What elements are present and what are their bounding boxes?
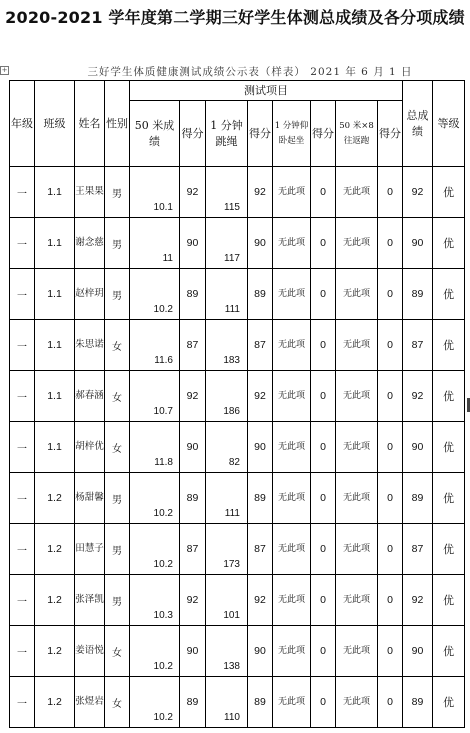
cell-score-3: 0: [311, 575, 336, 626]
cell-score-1: 92: [180, 575, 206, 626]
cell-situp: 无此项: [273, 575, 311, 626]
cell-name: 王果果: [75, 167, 105, 218]
cell-grade: 一: [10, 524, 35, 575]
cell-score-2: 92: [248, 167, 273, 218]
cell-class: 1.1: [35, 218, 75, 269]
cell-gender: 女: [105, 677, 130, 728]
cell-score-1: 92: [180, 167, 206, 218]
cell-class: 1.2: [35, 575, 75, 626]
cell-class: 1.2: [35, 524, 75, 575]
table-row: [10, 320, 465, 371]
cell-rope: 111: [206, 473, 248, 524]
cell-score-3: 0: [311, 269, 336, 320]
cell-grade: 一: [10, 473, 35, 524]
cell-gender: 男: [105, 575, 130, 626]
table-row: [10, 575, 465, 626]
cell-shuttle: 无此项: [336, 167, 378, 218]
cell-score-1: 92: [180, 371, 206, 422]
cell-run50: 10.2: [130, 524, 180, 575]
cell-score-3: 0: [311, 473, 336, 524]
cell-score-2: 90: [248, 422, 273, 473]
cell-score-4: 0: [378, 524, 403, 575]
cell-total: 90: [403, 218, 433, 269]
cell-situp: 无此项: [273, 167, 311, 218]
cell-level: 优: [433, 167, 465, 218]
header-score-1: 得分: [180, 101, 206, 167]
cell-situp: 无此项: [273, 422, 311, 473]
cell-score-1: 87: [180, 320, 206, 371]
header-level: 等级: [433, 81, 465, 167]
cell-class: 1.2: [35, 626, 75, 677]
cell-grade: 一: [10, 218, 35, 269]
cell-rope: 183: [206, 320, 248, 371]
cell-name: 田慧子: [75, 524, 105, 575]
cell-run50: 10.1: [130, 167, 180, 218]
cell-score-3: 0: [311, 371, 336, 422]
header-score-4: 得分: [378, 101, 403, 167]
cell-total: 92: [403, 167, 433, 218]
cell-score-2: 87: [248, 320, 273, 371]
cell-score-3: 0: [311, 422, 336, 473]
page-title: 2020-2021 学年度第二学期三好学生体测总成绩及各分项成绩: [5, 8, 465, 27]
cell-class: 1.1: [35, 422, 75, 473]
cell-situp: 无此项: [273, 218, 311, 269]
cell-class: 1.2: [35, 473, 75, 524]
header-rope: 1 分钟跳绳: [206, 101, 248, 167]
header-name: 姓名: [75, 81, 105, 167]
table-row: [10, 269, 465, 320]
cell-gender: 女: [105, 422, 130, 473]
cell-class: 1.1: [35, 167, 75, 218]
cell-shuttle: 无此项: [336, 473, 378, 524]
table-row: [10, 167, 465, 218]
score-table: [9, 80, 465, 728]
cell-total: 92: [403, 371, 433, 422]
cell-rope: 117: [206, 218, 248, 269]
cell-name: 张煜岩: [75, 677, 105, 728]
cell-class: 1.2: [35, 677, 75, 728]
cell-name: 姜语悦: [75, 626, 105, 677]
cell-run50: 11: [130, 218, 180, 269]
cell-level: 优: [433, 575, 465, 626]
cell-shuttle: 无此项: [336, 626, 378, 677]
cell-score-3: 0: [311, 524, 336, 575]
header-run50: 50 米成绩: [130, 101, 180, 167]
cell-score-4: 0: [378, 626, 403, 677]
cell-level: 优: [433, 218, 465, 269]
cell-total: 87: [403, 524, 433, 575]
cell-gender: 女: [105, 371, 130, 422]
cell-class: 1.1: [35, 371, 75, 422]
cell-gender: 男: [105, 524, 130, 575]
cell-gender: 男: [105, 269, 130, 320]
cell-run50: 10.2: [130, 269, 180, 320]
cell-score-1: 89: [180, 677, 206, 728]
cell-grade: 一: [10, 575, 35, 626]
cell-grade: 一: [10, 320, 35, 371]
table-row: [10, 371, 465, 422]
cell-score-4: 0: [378, 422, 403, 473]
cell-rope: 115: [206, 167, 248, 218]
cell-score-3: 0: [311, 626, 336, 677]
cell-situp: 无此项: [273, 320, 311, 371]
cell-rope: 186: [206, 371, 248, 422]
cell-total: 92: [403, 575, 433, 626]
cell-score-4: 0: [378, 320, 403, 371]
cell-level: 优: [433, 677, 465, 728]
cell-situp: 无此项: [273, 371, 311, 422]
cell-score-1: 90: [180, 422, 206, 473]
header-score-3: 得分: [311, 101, 336, 167]
cell-score-3: 0: [311, 167, 336, 218]
cell-level: 优: [433, 320, 465, 371]
cell-score-3: 0: [311, 218, 336, 269]
cell-score-4: 0: [378, 218, 403, 269]
cell-run50: 11.6: [130, 320, 180, 371]
cell-score-2: 89: [248, 269, 273, 320]
cell-shuttle: 无此项: [336, 422, 378, 473]
cell-gender: 男: [105, 218, 130, 269]
table-row: [10, 422, 465, 473]
cell-shuttle: 无此项: [336, 320, 378, 371]
table-row: [10, 218, 465, 269]
cell-score-2: 92: [248, 575, 273, 626]
header-class: 班级: [35, 81, 75, 167]
cell-gender: 女: [105, 626, 130, 677]
cell-score-4: 0: [378, 269, 403, 320]
header-situp: 1 分钟仰卧起坐: [273, 101, 311, 167]
cell-run50: 11.8: [130, 422, 180, 473]
cell-score-4: 0: [378, 473, 403, 524]
cell-score-2: 90: [248, 626, 273, 677]
cell-run50: 10.2: [130, 473, 180, 524]
cell-score-1: 90: [180, 626, 206, 677]
cell-level: 优: [433, 473, 465, 524]
header-grade-year: 年级: [10, 81, 35, 167]
cell-name: 朱思诺: [75, 320, 105, 371]
cell-situp: 无此项: [273, 269, 311, 320]
cell-gender: 男: [105, 473, 130, 524]
cell-situp: 无此项: [273, 473, 311, 524]
cell-score-2: 87: [248, 524, 273, 575]
cell-rope: 111: [206, 269, 248, 320]
cell-grade: 一: [10, 422, 35, 473]
cell-gender: 女: [105, 320, 130, 371]
cell-grade: 一: [10, 371, 35, 422]
cell-situp: 无此项: [273, 626, 311, 677]
cell-name: 赵梓玥: [75, 269, 105, 320]
header-score-2: 得分: [248, 101, 273, 167]
table-row: [10, 524, 465, 575]
cell-total: 90: [403, 626, 433, 677]
cell-situp: 无此项: [273, 677, 311, 728]
cell-rope: 82: [206, 422, 248, 473]
cell-grade: 一: [10, 626, 35, 677]
cell-score-2: 90: [248, 218, 273, 269]
cell-score-1: 89: [180, 269, 206, 320]
cell-level: 优: [433, 524, 465, 575]
cell-total: 90: [403, 422, 433, 473]
header-gender: 性别: [105, 81, 130, 167]
cell-run50: 10.2: [130, 677, 180, 728]
cell-rope: 173: [206, 524, 248, 575]
cell-level: 优: [433, 371, 465, 422]
cell-score-4: 0: [378, 371, 403, 422]
cell-class: 1.1: [35, 269, 75, 320]
cell-total: 87: [403, 320, 433, 371]
cell-class: 1.1: [35, 320, 75, 371]
cell-name: 谢念慈: [75, 218, 105, 269]
table-row: [10, 626, 465, 677]
cell-name: 胡梓优: [75, 422, 105, 473]
header-test-items: 测试项目: [130, 81, 403, 101]
table-row: [10, 473, 465, 524]
cell-score-2: 89: [248, 677, 273, 728]
cell-name: 郝春涵: [75, 371, 105, 422]
cell-score-3: 0: [311, 677, 336, 728]
cell-shuttle: 无此项: [336, 371, 378, 422]
cell-score-2: 92: [248, 371, 273, 422]
cell-level: 优: [433, 626, 465, 677]
cell-score-3: 0: [311, 320, 336, 371]
cell-rope: 110: [206, 677, 248, 728]
cell-score-4: 0: [378, 677, 403, 728]
move-handle-icon[interactable]: +: [1, 66, 8, 74]
cell-grade: 一: [10, 677, 35, 728]
cell-score-4: 0: [378, 575, 403, 626]
header-total: 总成绩: [403, 81, 433, 167]
cell-score-1: 90: [180, 218, 206, 269]
cell-total: 89: [403, 269, 433, 320]
table-subtitle: 三好学生体质健康测试成绩公示表（样表） 2021 年 6 月 1 日: [87, 66, 413, 78]
cell-rope: 138: [206, 626, 248, 677]
table-row: [10, 677, 465, 728]
cell-shuttle: 无此项: [336, 524, 378, 575]
cell-grade: 一: [10, 269, 35, 320]
cell-level: 优: [433, 269, 465, 320]
cell-shuttle: 无此项: [336, 218, 378, 269]
cell-run50: 10.3: [130, 575, 180, 626]
cell-shuttle: 无此项: [336, 677, 378, 728]
cell-total: 89: [403, 677, 433, 728]
cell-score-4: 0: [378, 167, 403, 218]
cell-rope: 101: [206, 575, 248, 626]
cell-situp: 无此项: [273, 524, 311, 575]
cell-shuttle: 无此项: [336, 575, 378, 626]
cell-run50: 10.2: [130, 626, 180, 677]
cell-score-1: 89: [180, 473, 206, 524]
cell-name: 杨甜馨: [75, 473, 105, 524]
cell-total: 89: [403, 473, 433, 524]
cell-shuttle: 无此项: [336, 269, 378, 320]
cell-gender: 男: [105, 167, 130, 218]
cell-grade: 一: [10, 167, 35, 218]
cell-score-2: 89: [248, 473, 273, 524]
cell-level: 优: [433, 422, 465, 473]
header-shuttle: 50 米×8 往返跑: [336, 101, 378, 167]
cell-name: 张泽凯: [75, 575, 105, 626]
cell-score-1: 87: [180, 524, 206, 575]
cell-run50: 10.7: [130, 371, 180, 422]
